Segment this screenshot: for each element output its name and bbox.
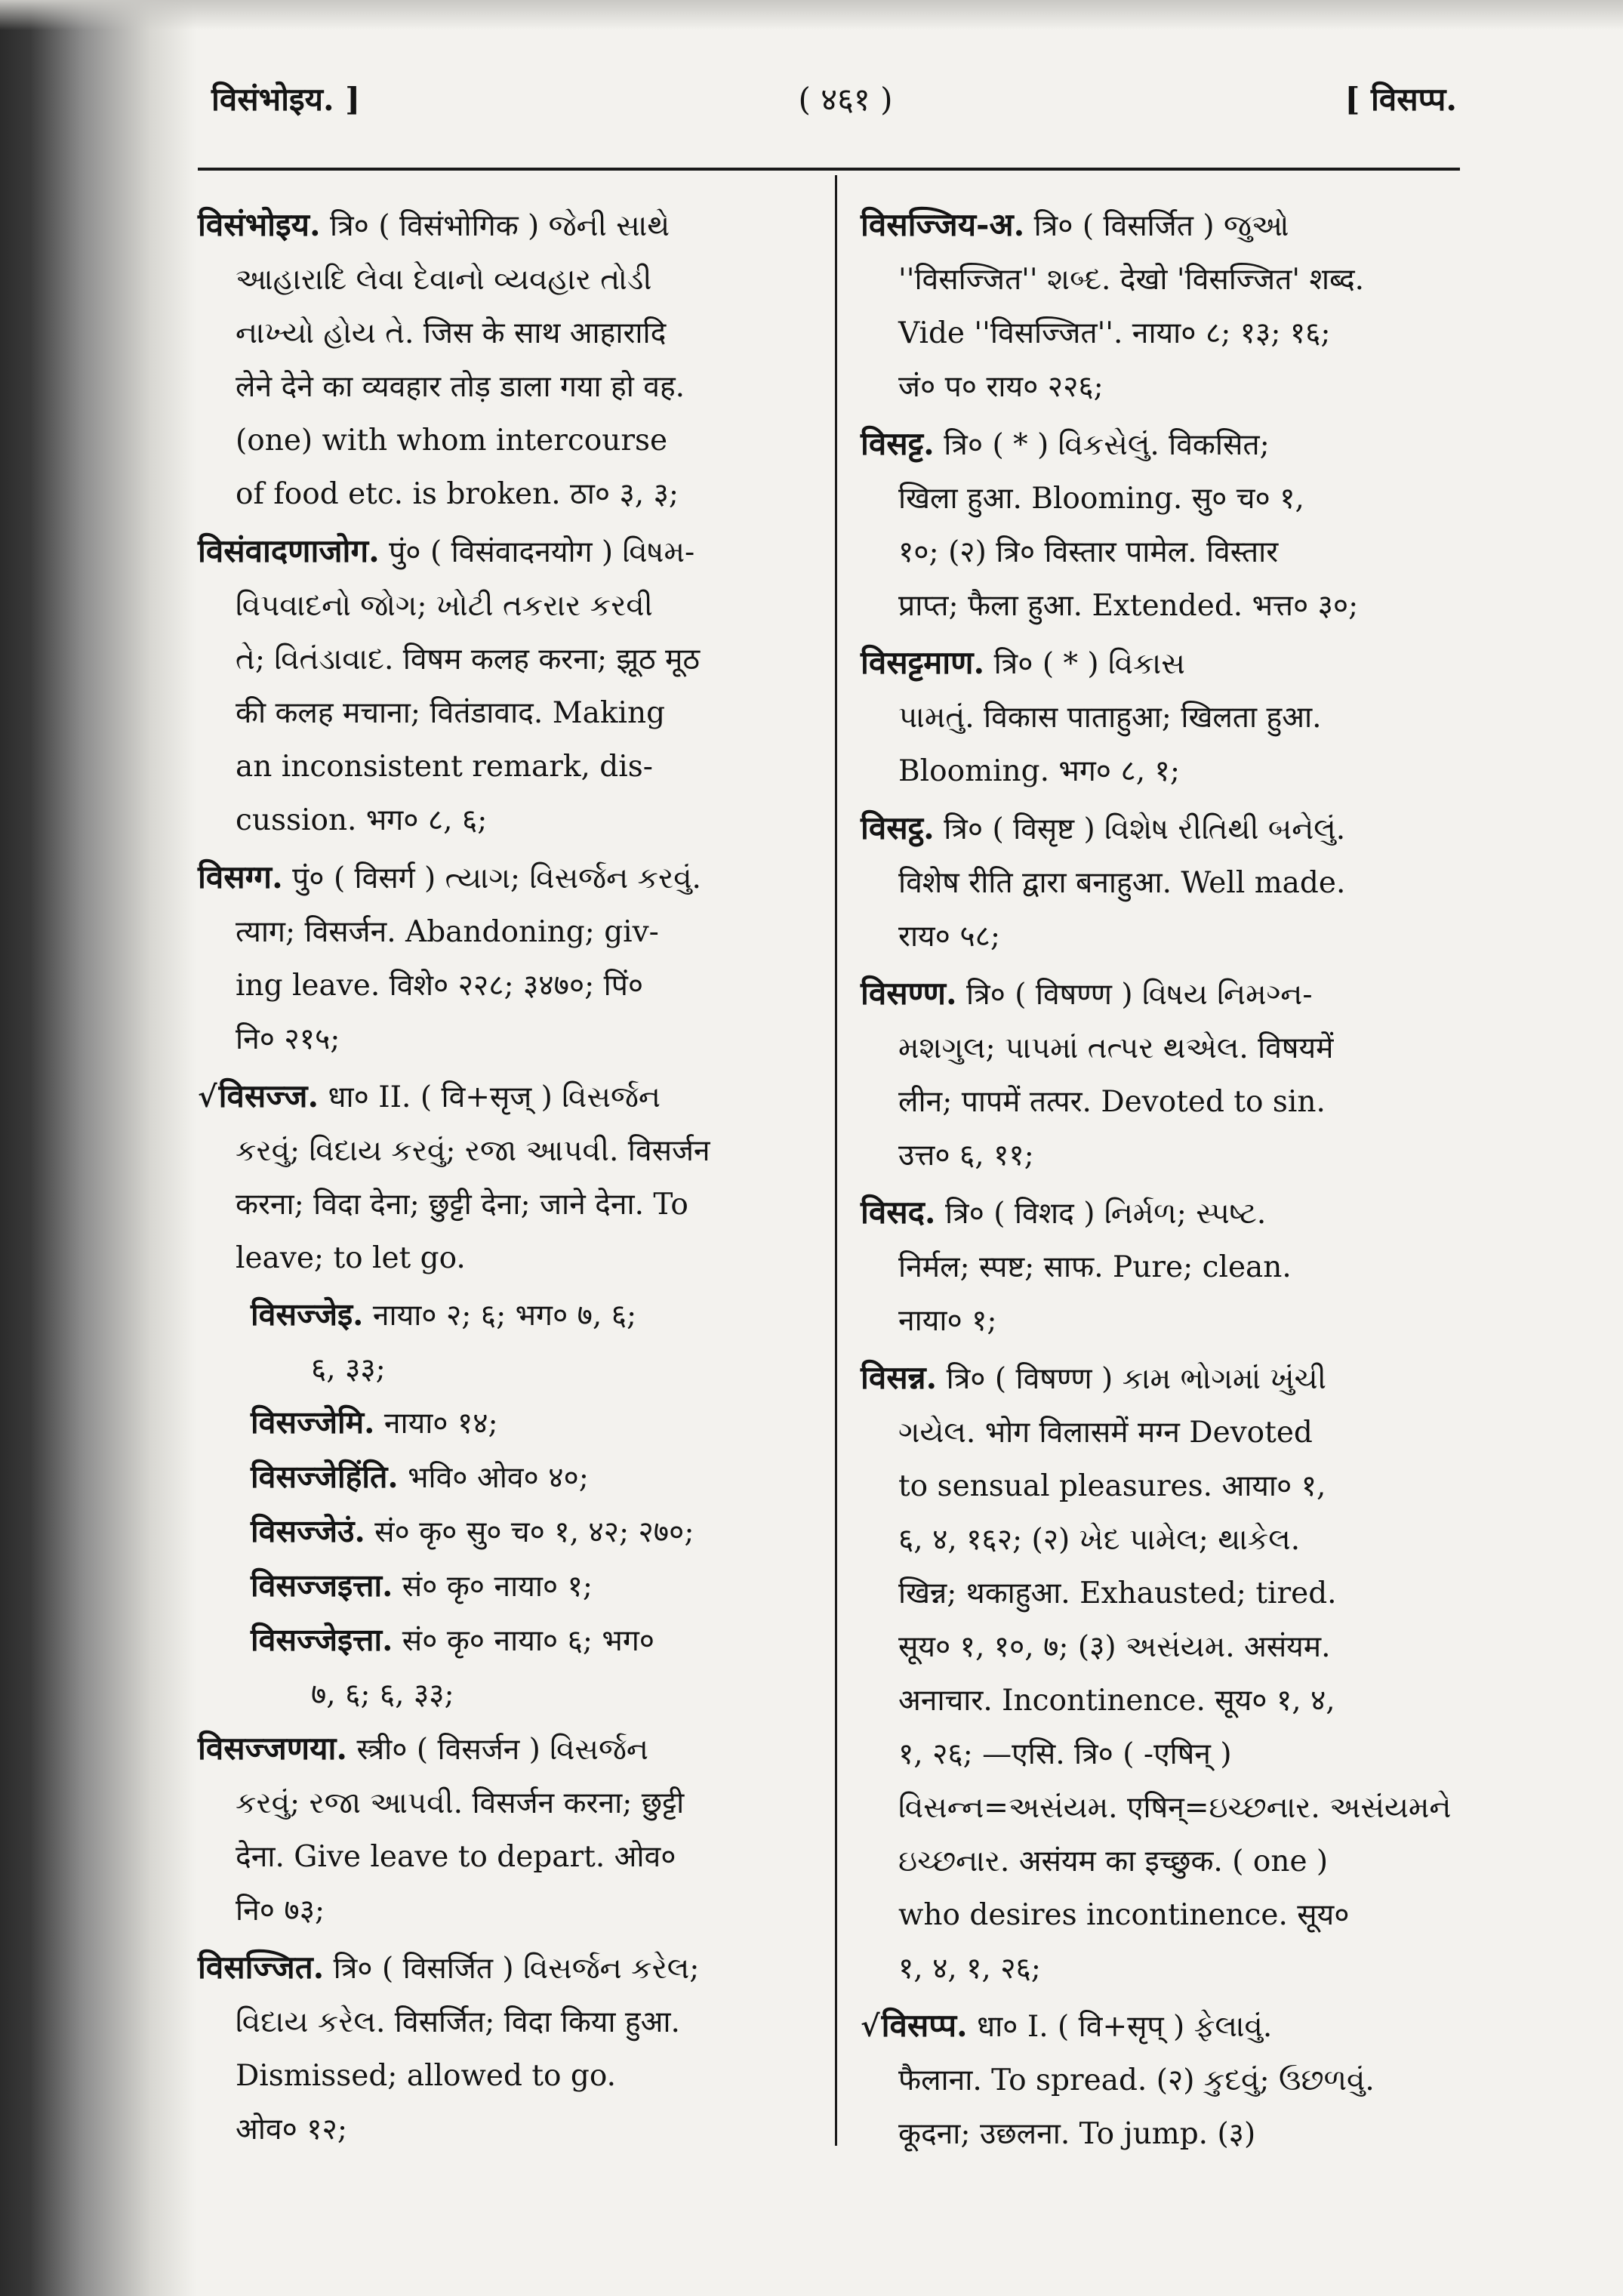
entry-first-line [198, 524, 817, 579]
inflected-form [198, 1288, 817, 1396]
dictionary-entry [861, 198, 1457, 414]
entry-line: of food etc. is broken. ठा० ३, ३; [236, 477, 679, 511]
entry-definition-text: त्रि० ( * ) વિકસેલું. विकसित; [944, 428, 1270, 462]
entry-line: (one) with whom intercourse [236, 424, 668, 458]
inflected-form [198, 1450, 817, 1505]
entry-line: नाया० १; [898, 1304, 997, 1338]
dictionary-entry [861, 1351, 1457, 1996]
entry-definition-text: धा० II. ( वि+सृज् ) વિસર્જન [328, 1080, 661, 1114]
entry-line: अनाचार. Incontinence. सूय० १, ४, [898, 1684, 1335, 1718]
entry-line: ઇચ્છનાર. असंयम का इच्छुक. ( one ) [898, 1845, 1329, 1878]
headword: विसट्ट. [861, 425, 935, 462]
form-reference-continued: ६, ३३; [311, 1352, 386, 1386]
headword: विसट्ठ. [861, 809, 935, 846]
entry-definition-text: धा० I. ( वि+सृप् ) ફેલાવું. [977, 2010, 1273, 2044]
header-last-word: [ विसप्प. [1344, 81, 1457, 118]
form-reference: सं० कृ० नाया० ६; भग० [402, 1624, 655, 1658]
dictionary-entry [198, 1069, 817, 1285]
entry-line: खिला हुआ. Blooming. सु० च० १, [898, 482, 1304, 516]
headword: विसज्जणया. [198, 1730, 348, 1767]
entry-line: सूय० १, १०, ७; (३) અસંયમ. असंयम. [898, 1630, 1331, 1664]
headword: विसन्न. [861, 1359, 938, 1396]
entry-definition-text: पुं० ( विसर्ग ) ત્યાગ; વિસર્જન કરવું. [292, 861, 701, 895]
header-first-word: विसंभोइय. ] [211, 81, 361, 118]
entry-line: त्याग; विसर्जन. Abandoning; giv- [236, 915, 659, 949]
form-headword: विसज्जेमि. [251, 1404, 375, 1441]
entry-line: Vide ''विसज्जित''. नाया० ८; १३; १६; [898, 316, 1331, 350]
headword: विसज्जिय-अ. [861, 206, 1025, 243]
entry-definition-text: त्रि० ( विसर्जित ) જુઓ [1033, 209, 1289, 243]
dictionary-entry [861, 1999, 1457, 2161]
dictionary-entry [198, 198, 817, 521]
page-number: ( ४६१ ) [798, 81, 893, 118]
root-check-mark: √ [861, 2009, 880, 2044]
entry-line: कूदना; उछलना. To jump. (३) [898, 2117, 1256, 2151]
entry-first-line [861, 1351, 1457, 1406]
entry-first-line [198, 1940, 817, 1996]
entry-line: १०; (२) त्रि० विस्तार पामेल. विस्तार [898, 535, 1279, 569]
entry-definition-text: त्रि० ( विसंभोगिक ) જેની સાથે [330, 209, 670, 243]
inflected-form [198, 1396, 817, 1450]
entry-definition-text: त्रि० ( विसर्जित ) વિસર્જન કરેલ; [333, 1952, 700, 1986]
inflected-form [198, 1559, 817, 1613]
column-divider [835, 175, 837, 2146]
entry-first-line [198, 1069, 817, 1124]
entry-line: વિદાય કરેલ. विसर्जित; विदा किया हुआ. [236, 2005, 680, 2039]
entry-line: Dismissed; allowed to go. [236, 2059, 617, 2093]
entry-definition-text: त्रि० ( * ) વિકાસ [993, 647, 1185, 681]
dictionary-entry [198, 1940, 817, 2156]
scan-binding-shadow [0, 0, 196, 2296]
entry-line: આહારાદિ લેવા દેવાનો વ્યવહાર તોડી [236, 263, 652, 297]
form-reference: सं० कृ० नाया० १; [402, 1570, 593, 1604]
entry-line: કરવું; રજા આપવી. विसर्जन करना; छुट्टी [236, 1786, 685, 1820]
entry-line: नि० ७३; [236, 1894, 325, 1928]
dictionary-entry [861, 417, 1457, 633]
form-reference: नाया० २; ६; भग० ७, ६; [372, 1299, 637, 1333]
entry-first-line [198, 198, 817, 253]
headword: विसज्ज. [218, 1077, 319, 1114]
entry-definition-text: त्रि० ( विषण्ण ) વિષય નિમગ્ન- [965, 978, 1313, 1012]
entry-line: તે; વિતંડાવાદ. विषम कलह करना; झूठ मूठ [236, 643, 701, 676]
entry-first-line [861, 198, 1457, 253]
entry-line: cussion. भग० ८, ६; [236, 803, 488, 837]
entry-definition-text: स्त्री० ( विसर्जन ) વિસર્જન [356, 1733, 648, 1767]
headword: विसण्ण. [861, 975, 957, 1012]
entry-first-line [861, 636, 1457, 691]
entry-line: મશગુલ; પાપમાં તત્પર થએલ. विषयमें [898, 1031, 1334, 1065]
entry-line: प्राप्त; फैला हुआ. Extended. भत्त० ३०; [898, 589, 1359, 623]
entry-line: की कलह मचाना; वितंडावाद. Making [236, 696, 666, 730]
entry-line: करना; विदा देना; छुट्टी देना; जाने देना. To [236, 1188, 688, 1222]
page-header [204, 69, 1457, 122]
dictionary-entry [198, 524, 817, 847]
headword: विसप्प. [881, 2007, 968, 2044]
entry-definition-text: त्रि० ( विषण्ण ) કામ ભોગમાં ખુંચી [946, 1362, 1326, 1396]
inflected-form [198, 1613, 817, 1721]
form-headword: विसज्जइत्ता. [251, 1567, 393, 1604]
entry-first-line [861, 801, 1457, 856]
entry-first-line [861, 1999, 1457, 2054]
headword: विसज्जित. [198, 1949, 325, 1986]
headword: विसंभोइय. [198, 206, 321, 243]
form-reference: नाया० १४; [383, 1407, 498, 1441]
entry-line: ''विसज्जित'' શબ્દ. देखो 'विसज्जित' शब्द. [898, 263, 1365, 297]
entry-first-line [861, 1185, 1457, 1240]
root-check-mark: √ [198, 1080, 217, 1114]
entry-line: १, २६; —एसि. त्रि० ( -एषिन् ) [898, 1737, 1232, 1771]
entry-line: પામતું. विकास पाताहुआ; खिलता हुआ. [898, 701, 1322, 735]
entry-first-line [198, 1721, 817, 1777]
entry-line: देना. Give leave to depart. ओव० [236, 1840, 676, 1874]
entry-definition-text: पुं० ( विसंवादनयोग ) વિષમ- [389, 535, 695, 569]
entry-definition-text: त्रि० ( विसृष्ट ) વિશેષ રીતિથી બનેલું. [944, 812, 1346, 846]
inflected-form [198, 1505, 817, 1559]
form-headword: विसज्जेइत्ता. [251, 1622, 393, 1658]
entry-line: વિસન્ન=અસંયમ. एषिन्=ઇચ્છનાર. અસંયમને [898, 1791, 1452, 1825]
entry-line: an inconsistent remark, dis- [236, 750, 653, 784]
entry-line: खिन्न; थकाहुआ. Exhausted; tired. [898, 1576, 1337, 1610]
entry-line: ६, ४, १६२; (२) ખેદ પામેલ; થાકેલ. [898, 1523, 1301, 1557]
entry-line: उत्त० ६, ११; [898, 1139, 1034, 1173]
entry-line: नि० २१५; [236, 1022, 340, 1056]
form-reference: सं० कृ० सु० च० १, ४२; २७०; [374, 1515, 694, 1549]
dictionary-entry [861, 966, 1457, 1182]
entry-line: કરવું; વિદાય કરવું; રજા આપવી. विसर्जन [236, 1134, 710, 1168]
entry-line: लीन; पापमें तत्पर. Devoted to sin. [898, 1085, 1326, 1119]
entry-line: राय० ५८; [898, 920, 1001, 954]
entry-line: leave; to let go. [236, 1241, 466, 1275]
entry-line: ગયેલ. भोग विलासमें मग्न Devoted [898, 1416, 1313, 1450]
right-column [861, 198, 1457, 2164]
form-headword: विसज्जेइ. [251, 1296, 364, 1333]
headword: विसट्टमाण. [861, 644, 985, 681]
entry-line: लेने देने का व्यवहार तोड़ डाला गया हो वह. [236, 370, 685, 404]
headword: विसग्ग. [198, 858, 283, 895]
dictionary-entry [861, 801, 1457, 963]
entry-line: विशेष रीति द्वारा बनाहुआ. Well made. [898, 866, 1346, 900]
form-headword: विसज्जेउं. [251, 1513, 365, 1549]
entry-line: निर्मल; स्पष्ट; साफ. Pure; clean. [898, 1250, 1292, 1284]
entry-first-line [861, 417, 1457, 472]
entry-line: जं० प० राय० २२६; [898, 370, 1104, 404]
form-headword: विसज्जेहिंति. [251, 1459, 399, 1495]
entry-line: ing leave. विशे० २२८; ३४७०; पिं० [236, 969, 644, 1003]
entry-line: વિપવાદનો જોગ; ખોટી તકરાર કરવી [236, 589, 653, 623]
dictionary-entry [198, 850, 817, 1066]
headword: विसंवादणाजोग. [198, 532, 380, 569]
entry-line: નાખ્યો હોય તે. जिस के साथ आहारादि [236, 316, 667, 350]
entry-line: who desires incontinence. सूय० [898, 1898, 1350, 1932]
header-rule [198, 168, 1460, 171]
entry-line: १, ४, १, २६; [898, 1952, 1041, 1986]
entry-first-line [861, 966, 1457, 1022]
headword: विसद. [861, 1194, 936, 1231]
entry-line: Blooming. भग० ८, १; [898, 754, 1180, 788]
dictionary-entry [861, 636, 1457, 798]
entry-line: ओव० १२; [236, 2113, 347, 2147]
entry-line: to sensual pleasures. आया० १, [898, 1469, 1326, 1503]
entry-definition-text: त्रि० ( विशद ) નિર્મળ; સ્પષ્ટ. [944, 1197, 1267, 1231]
form-reference: भवि० ओव० ४०; [408, 1461, 589, 1495]
entry-first-line [198, 850, 817, 905]
dictionary-entry [861, 1185, 1457, 1348]
dictionary-entry [198, 1721, 817, 1937]
left-column [198, 198, 817, 2159]
form-reference-continued: ७, ६; ६, ३३; [311, 1678, 454, 1712]
entry-line: फैलाना. To spread. (२) કુદવું; ઉછળવું. [898, 2063, 1375, 2097]
scan-top-shadow [0, 0, 1623, 30]
